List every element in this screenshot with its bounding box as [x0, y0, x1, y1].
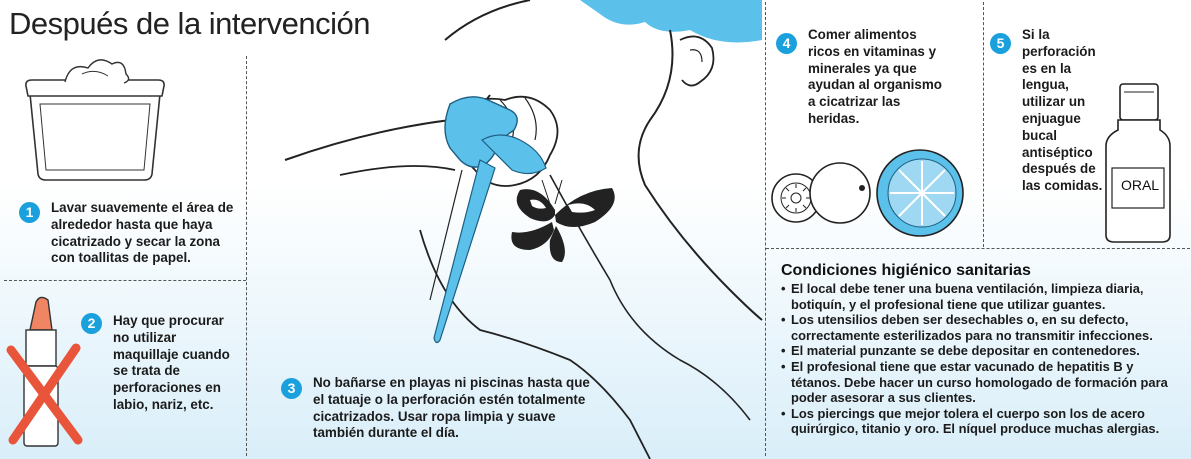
step-4-text: Comer alimentos ricos en vitaminas y minerales ya que ayudan al organismo a cicatrizar las heridas. — [808, 27, 942, 126]
bottle-label: ORAL — [1120, 177, 1160, 193]
condition-item: • El local debe tener una buena ventilación, limpieza diaria, botiquín, y el profesional tiene que utilizar guantes. — [781, 281, 1185, 312]
divider-left — [246, 56, 247, 456]
step-1-number: 1 — [19, 202, 40, 223]
divider-left-middle — [4, 280, 246, 281]
divider-right-middle — [766, 248, 1190, 249]
condition-item: • El profesional tiene que estar vacunado de hepatitis B y tétanos. Debe hacer un curso homologado de formación para poder asesorar a sus clientes. — [781, 359, 1185, 406]
step-2-text: Hay que procurar no utilizar maquillaje cuando se trata de perforaciones en labio, nariz, etc. — [113, 313, 230, 412]
step-5-text: Si la perforación es en la lengua, utilizar un enjuague bucal antiséptico después de las comidas. — [1022, 27, 1103, 194]
step-3-text: No bañarse en playas ni piscinas hasta que el tatuaje o la perforación estén totalmente cicatrizados. Usar ropa limpia y suave también durante el día. — [313, 375, 590, 441]
wipes-box-icon — [20, 52, 170, 182]
step-4-number: 4 — [776, 33, 797, 54]
divider-fruit-bottle — [983, 2, 984, 247]
step-1-text: Lavar suavemente el área de alrededor hasta que haya cicatrizado y secar la zona con toallitas de papel. — [51, 200, 234, 266]
conditions-title: Condiciones higiénico sanitarias — [781, 262, 1031, 279]
fruits-icon — [770, 148, 982, 243]
step-2-number: 2 — [81, 313, 102, 334]
lipstick-crossed-icon — [8, 290, 83, 455]
divider-right — [765, 2, 766, 456]
condition-item: • Los utensilios deben ser desechables o, en su defecto, correctamente esterilizados para no transmitir infecciones. — [781, 312, 1185, 343]
condition-item: • El material punzante se debe depositar en contenedores. — [781, 343, 1185, 359]
mouthwash-bottle-icon — [1100, 80, 1180, 245]
butterfly-tattoo-icon — [511, 180, 614, 262]
condition-item: • Los piercings que mejor tolera el cuerpo son los de acero quirúrgico, titanio y oro. El níquel produce muchas alergias. — [781, 406, 1185, 437]
conditions-list — [781, 281, 1185, 437]
step-3-number: 3 — [281, 378, 302, 399]
step-5-number: 5 — [990, 33, 1011, 54]
page-title: Después de la intervención — [9, 6, 370, 41]
